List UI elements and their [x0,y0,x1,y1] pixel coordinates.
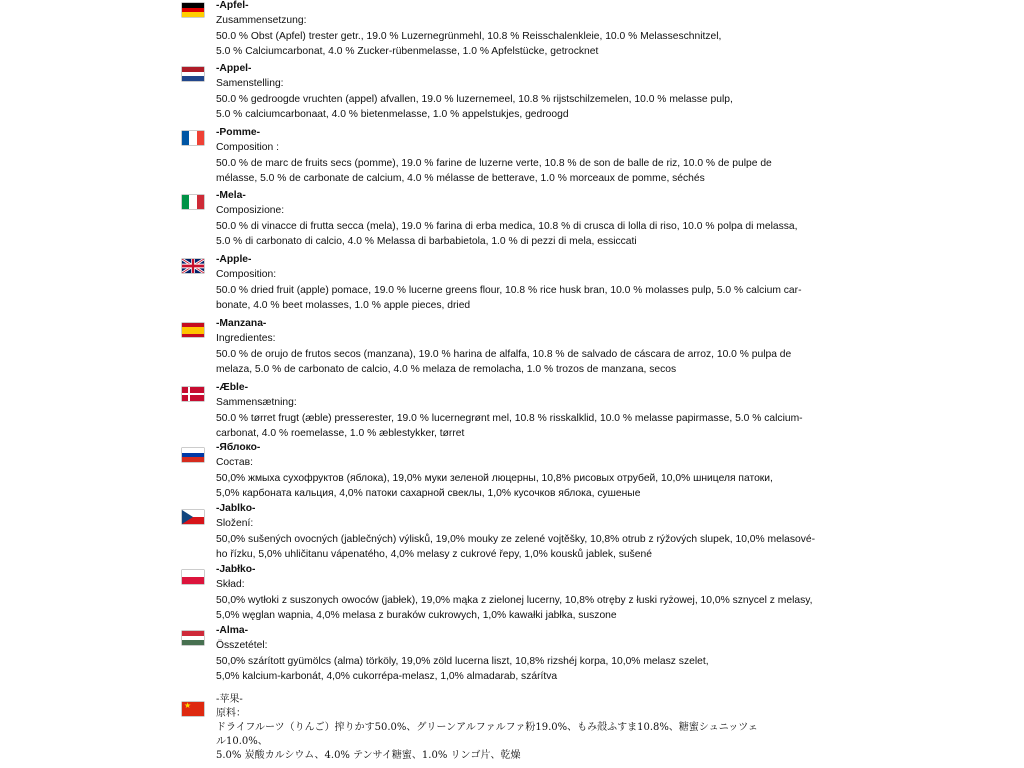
entry-line: 50.0 % di vinacce di frutta secca (mela), 19.0 % farina di erba medica, 10.8 % di crusca di lolla di riso, 10.0 % polpa di melassa, [216,220,798,232]
entry-line: bonate, 4.0 % beet molasses, 1.0 % apple pieces, dried [216,300,471,312]
entry-line: 50,0% wytłoki z suszonych owoców (jabłek), 19,0% mąka z zielonej lucerny, 10,8% otręby z łuski ryżowej, 10,0% sznycel z melasy, [216,594,813,606]
entry-line: carbonat, 4.0 % roemelasse, 1.0 % æblestykker, tørret [216,428,465,440]
entry-title: -Alma- [216,625,249,636]
entry-label: Összetétel: [216,640,268,652]
entry-text [216,252,846,314]
czech-flag-icon [182,510,204,524]
entry-line: ドライフルーツ（りんご）搾りかす50.0%、グリーンアルファルファ粉19.0%、もみ殻ふすま10.8%、糖蜜シュニッツェ [216,722,758,733]
entry-title: -Apfel- [216,0,249,11]
entry-line: 5,0% kalcium-karbonát, 4,0% cukorrépa-melasz, 1,0% almadarab, szárítva [216,671,558,683]
entry-title: -Pomme- [216,127,261,138]
russia-flag-icon [182,448,204,462]
entry-title: -Jabłko- [216,564,256,575]
entry-line: 50.0 % Obst (Apfel) trester getr., 19.0 % Luzernegrünmehl, 10.8 % Reisschalenkleie, 10.0 % Melasseschnitzel, [216,30,722,42]
entry-text [216,125,846,187]
entry-line: ho řízku, 5,0% uhličitanu vápenatého, 4,0% melasy z cukrové řepy, 1,0% kousků jablek, sušené [216,549,652,561]
entry-line: 50,0% szárított gyümölcs (alma) törköly, 19,0% zöld lucerna liszt, 10,8% rizshéj korpa, 10,0% melasz szelet, [216,655,709,667]
entry-title: -Appel- [216,63,252,74]
entry-text [216,188,846,250]
entry-line: 5.0% 炭酸カルシウム、4.0% テンサイ糖蜜、1.0% リンゴ片、乾燥 [216,750,521,761]
netherlands-flag-icon [182,67,204,81]
entry-line: mélasse, 5.0 % de carbonate de calcium, 4.0 % mélasse de betterave, 1.0 % morceaux de pomme, séchés [216,173,705,185]
entry-line: 50,0% жмыха сухофруктов (яблока), 19,0% муки зеленой люцерны, 10,8% рисовых отрубей, 10,0% шницеля патоки, [216,472,773,484]
entry-label: Composition: [216,269,277,281]
entry-title: -苹果- [216,694,243,705]
entry-text [216,380,846,442]
uk-flag-icon [182,259,204,273]
entry-line: 50.0 % dried fruit (apple) pomace, 19.0 % lucerne greens flour, 10.8 % rice husk bran, 10.0 % molasses pulp, 5.0 % calcium car- [216,284,802,296]
entry-text [216,0,846,60]
entry-label: Samenstelling: [216,78,284,90]
entry-line: 50,0% sušených ovocných (jablečných) výlisků, 19,0% mouky ze zelené vojtěšky, 10,8% otrub z rýžových slupek, 10,0% melasové- [216,533,816,545]
entry-label: Složení: [216,518,254,530]
entry-line: 5.0 % Calciumcarbonat, 4.0 % Zucker-rübenmelasse, 1.0 % Apfelstücke, getrocknet [216,46,599,58]
italy-flag-icon [182,195,204,209]
france-flag-icon [182,131,204,145]
entry-line: 5,0% карбоната кальция, 4,0% патоки сахарной свеклы, 1,0% кусочков яблока, сушеные [216,488,641,500]
entry-title: -Manzana- [216,318,267,329]
denmark-flag-icon [182,387,204,401]
hungary-flag-icon [182,631,204,645]
entry-label: Skład: [216,579,245,591]
entry-title: -Яблоко- [216,442,261,453]
entry-line: 5,0% węglan wapnia, 4,0% melasa z buraków cukrowych, 1,0% kawałki jabłka, suszone [216,610,617,622]
entry-label: 原料： [216,708,246,719]
entry-line: 50.0 % de orujo de frutos secos (manzana), 19.0 % harina de alfalfa, 10.8 % de salvado de cáscara de arroz, 10.0 % pulpa de [216,348,792,360]
poland-flag-icon [182,570,204,584]
entry-text [216,562,846,624]
entry-text [216,440,846,502]
entry-label: Состав: [216,457,253,469]
entry-label: Composition : [216,142,279,154]
entry-label: Composizione: [216,205,285,217]
entry-text [216,316,846,378]
entry-text [216,623,846,685]
entry-line: 5.0 % calciumcarbonaat, 4.0 % bietenmelasse, 1.0 % appelstukjes, gedroogd [216,109,569,121]
entry-text [216,693,846,763]
entry-title: -Æble- [216,382,249,393]
entry-line: 5.0 % di carbonato di calcio, 4.0 % Melassa di barbabietola, 1.0 % di pezzi di mela, essiccati [216,236,637,248]
entry-label: Ingredientes: [216,333,276,345]
entry-text [216,61,846,123]
spain-flag-icon [182,323,204,337]
entry-title: -Mela- [216,190,246,201]
china-flag-icon: ★ [182,702,204,716]
germany-flag-icon [182,3,204,17]
entry-line: 50.0 % de marc de fruits secs (pomme), 19.0 % farine de luzerne verte, 10.8 % de son de balle de riz, 10.0 % de pulpe de [216,157,772,169]
entry-title: -Jablko- [216,503,256,514]
entry-text [216,501,846,563]
entry-line: 50.0 % tørret frugt (æble) presserester, 19.0 % lucernegrønt mel, 10.8 % risskalklid, 10.0 % melasse papirmasse, 5.0 % calcium- [216,412,803,424]
entry-label: Zusammensetzung: [216,15,307,27]
entry-line: 50.0 % gedroogde vruchten (appel) afvallen, 19.0 % luzernemeel, 10.8 % rijstschilzemelen, 10.0 % melasse pulp, [216,93,733,105]
entry-title: -Apple- [216,254,252,265]
entry-line: melaza, 5.0 % de carbonato de calcio, 4.0 % melaza de remolacha, 1.0 % trozos de manzana, secos [216,364,677,376]
entry-label: Sammensætning: [216,397,297,409]
entry-line: ル10.0%、 [216,736,268,747]
